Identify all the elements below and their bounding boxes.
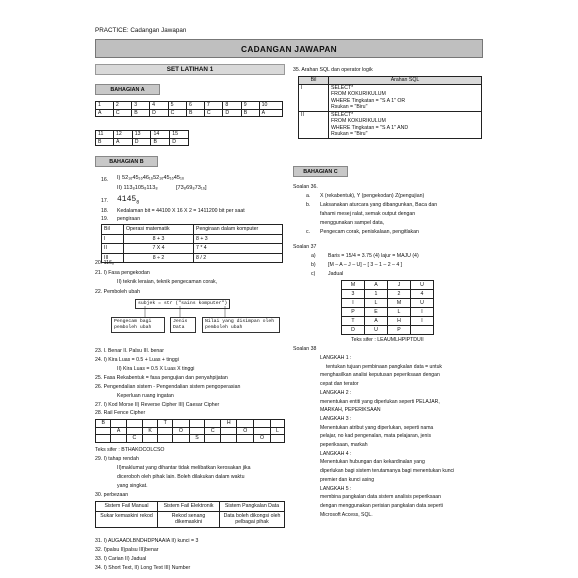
answer-cell: 7 <box>204 102 222 110</box>
answer-cell: 12 <box>114 131 133 139</box>
q38-step-text: dengan menggunakan perisian pangkalan data seperti <box>320 502 443 509</box>
q29-part-ii-line2: dicerobоh oleh pihak lain. Boleh dilakukan dalam waktu <box>117 474 245 480</box>
grid-cell: E <box>365 308 388 317</box>
answer-cell: 14 <box>151 131 170 139</box>
rail-cell: T <box>158 420 173 428</box>
rail-cell <box>96 427 111 435</box>
q22-box-nilai: Nilai yang disimpan oleh pemboleh ubah <box>202 317 280 333</box>
rail-cell <box>205 435 221 443</box>
grid-row <box>342 326 434 335</box>
q17-number: 17. <box>101 198 109 204</box>
bahagian-a-table-1 <box>95 101 283 117</box>
grid-cell: M <box>342 281 365 290</box>
bahagian-b-title: BAHAGIAN B <box>95 156 158 167</box>
q37-c-label: c) <box>311 271 316 277</box>
answer-cell: 4 <box>150 102 168 110</box>
grid-cell: H <box>388 317 411 326</box>
q36-b-line1: Laksanakan aturcara yang dibangunkan, Baca dan <box>320 202 438 208</box>
q22-box-pengecam: Pengecam bagi pemboleh ubah <box>111 317 165 333</box>
q23-answer: 23. I. Benar II. Palsu III. benar <box>95 348 164 354</box>
answer-cell: 11 <box>96 131 114 139</box>
answer-cell: 5 <box>168 102 186 110</box>
q38-step-text: menentukan entiti yang diperlukan seperti PELAJAR, <box>320 398 440 405</box>
q37-a: Baris = 15/4 = 3.75 (4) lajur = MAJU (4) <box>328 253 419 259</box>
q19-cell: 7 X 4 <box>124 244 194 254</box>
q16-part-i: I) 52₁₆45₁₆46₁₆52₁₆45₁₆45₁₆ <box>117 175 185 181</box>
grid-row <box>342 299 434 308</box>
q36-title: Soalan 36. <box>293 184 318 190</box>
rail-cell: B <box>96 420 111 428</box>
grid-cell: I <box>411 308 434 317</box>
rail-cell <box>126 427 142 435</box>
rail-cell: A <box>111 427 126 435</box>
answer-cell: 6 <box>187 102 205 110</box>
rail-cell <box>270 420 284 428</box>
q37-cipher-text: Teks sifer : LEAUMLHPIPTDUII <box>351 337 424 343</box>
grid-cell: U <box>411 281 434 290</box>
q37-b: [M – A – J – U] – [ 3 – 1 – 2 – 4 ] <box>328 262 403 268</box>
q16-part-iii: [73₈69₈73₁₆] <box>176 185 207 191</box>
answer-cell: A <box>96 109 114 117</box>
rail-cell: L <box>270 427 284 435</box>
q37-cipher-grid <box>341 280 434 335</box>
q28-title: 28. Rail Fence Cipher <box>95 410 146 416</box>
q19-header-pengiraan: Pengiraan dalam komputer <box>194 225 283 235</box>
answer-cell: C <box>168 109 186 117</box>
q17-base: 8 <box>136 199 140 206</box>
answer-cell: 9 <box>241 102 259 110</box>
rail-cell: C <box>126 435 142 443</box>
rail-cell: O <box>173 427 190 435</box>
q22-title: 22. Pemboleh ubah <box>95 289 140 295</box>
answer-cell: D <box>223 109 241 117</box>
bahagian-a-table-2 <box>95 130 189 146</box>
grid-cell: 4 <box>411 290 434 299</box>
q30-header: Sistem Fail Elektronik <box>158 502 220 512</box>
rail-cell <box>254 427 271 435</box>
q22-box-jenis-data: Jenis Data <box>170 317 196 333</box>
grid-row <box>342 317 434 326</box>
q33-answer: 33. I) Carian II) Jadual <box>95 556 147 562</box>
rail-cell <box>189 420 204 428</box>
q29-part-ii-line3: yang singkat. <box>117 483 148 489</box>
q35-sql-line: FROM KOKURIKULUM <box>331 91 386 97</box>
answer-cell: D <box>132 138 151 146</box>
q36-b-label: b. <box>306 202 311 208</box>
q35-header-bil: Bil <box>299 77 329 85</box>
q38-step-text: MARKAH, PEPERIKSAAN <box>320 407 381 414</box>
rail-cell: K <box>142 427 157 435</box>
rail-cell <box>158 435 173 443</box>
answer-cell: B <box>96 138 114 146</box>
answer-cell: B <box>241 109 259 117</box>
grid-row <box>342 290 434 299</box>
grid-cell: D <box>342 326 365 335</box>
q19-cell: 8 + 3 <box>124 234 194 244</box>
q32-answer: 32. I)palsu II)palsu III)benar <box>95 547 159 553</box>
q37-a-label: a) <box>311 253 316 259</box>
q18-answer: Kedalaman bit = 44100 X 16 X 2 = 1411200 bit per saat <box>117 208 245 214</box>
grid-cell: U <box>411 299 434 308</box>
rail-cell <box>158 427 173 435</box>
q25-answer: 25. Fasa Rekabentuk = fasa pengujian dan penyahpijatan <box>95 375 228 381</box>
q19-table <box>101 224 283 263</box>
rail-cell <box>126 420 142 428</box>
q19-number: 19. <box>101 216 109 222</box>
grid-cell: P <box>342 308 365 317</box>
q19-cell: II <box>102 244 124 254</box>
q16-part-ii: II) 113₈105₈113₈ <box>117 185 158 191</box>
bahagian-a-title: BAHAGIAN A <box>95 84 160 95</box>
q35-sql-1 <box>329 84 482 111</box>
q19-cell: 8 / 2 <box>194 253 283 263</box>
rail-cell <box>221 435 237 443</box>
q19-header-operasi: Operasi matematik <box>124 225 194 235</box>
grid-cell: L <box>388 308 411 317</box>
q35-sql-line: Rsukan = "Biru" <box>331 104 368 110</box>
answer-cell: B <box>132 109 150 117</box>
answer-cell: 8 <box>223 102 241 110</box>
rail-cell: H <box>221 420 237 428</box>
q38-step-text: pelajar, no kad pengenalan, mata pelajaran, jenis <box>320 433 432 440</box>
q30-cell: Data boleh dikongsi oleh pelbagai pihak <box>220 511 285 527</box>
q28-cipher-text: Teks sifer : BTHAKOCOLCSO <box>95 447 165 453</box>
answer-cell: 1 <box>96 102 114 110</box>
rail-cell <box>205 420 221 428</box>
grid-cell: I <box>411 317 434 326</box>
grid-cell: A <box>365 281 388 290</box>
q36-a-label: a. <box>306 193 311 199</box>
q22-code-box: subjek = str ("sains komputer") <box>135 299 230 309</box>
q35-bil: I <box>299 84 329 111</box>
page-header: PRACTICE: Cadangan Jawapan <box>95 27 187 34</box>
grid-cell: A <box>365 317 388 326</box>
answer-cell: 13 <box>132 131 151 139</box>
grid-cell: L <box>365 299 388 308</box>
answer-cell: A <box>259 109 282 117</box>
answer-cell: 15 <box>170 131 189 139</box>
q24-part-ii: II) Kira Luas = 0.5 X Luas X tinggi <box>117 366 195 372</box>
rail-cell <box>96 435 111 443</box>
q38-step-text: membina pangkalan data sistem analisis peperiksaan <box>320 494 441 501</box>
grid-cell: U <box>365 326 388 335</box>
q38-step-text: premier dan kunci asing <box>320 476 375 483</box>
rail-cell <box>111 435 126 443</box>
grid-cell: 2 <box>388 290 411 299</box>
q38-step-text: menghasilkan analisi keputusan peperiksaan dengan <box>320 372 440 379</box>
q36-c-label: c. <box>306 229 311 235</box>
q35-sql-table <box>298 76 482 139</box>
q35-header-arahan: Arahan SQL <box>329 77 482 85</box>
grid-cell: J <box>388 281 411 290</box>
q38-step-text: cepat dan terator <box>320 381 359 388</box>
answer-cell: C <box>113 109 131 117</box>
q36-b-line3: menggunakan sampel data, <box>320 220 385 226</box>
q19-header-bil: Bil <box>102 225 124 235</box>
q38-step-text: Menentukan atribut yang diperlukan, seperti nama <box>320 424 434 431</box>
rail-cell <box>237 420 254 428</box>
q26-line-1: 26. Pengendalian sistem - Pengendalian sistem pengoperasian <box>95 384 241 390</box>
rail-row <box>96 420 285 428</box>
q38-step-text: peperiksaan, markah <box>320 442 368 449</box>
q30-title: 30. perbezaan <box>95 492 129 498</box>
q37-c: Jadual <box>328 271 344 277</box>
rail-cell <box>173 420 190 428</box>
q26-line-2: Keperluan ruang ingatan <box>117 393 174 399</box>
rail-cell: O <box>237 427 254 435</box>
q31-answer: 31. I) AUGAADLBNDHDPNAAIA II) kunci = 3 <box>95 538 199 544</box>
rail-cell: O <box>254 435 271 443</box>
q19-cell: 8 ÷ 2 <box>124 253 194 263</box>
q38-step-heading: LANGKAH 3 : <box>320 415 352 422</box>
q35-sql-2 <box>329 111 482 138</box>
rail-cell <box>142 435 157 443</box>
grid-cell: M <box>388 299 411 308</box>
q16-number: 16. <box>101 177 109 183</box>
q30-header: Sistem Fail Manual <box>96 502 158 512</box>
q35-sql-line: WHERE Tingkatan = "S A 1" OR <box>331 97 406 104</box>
page-banner: CADANGAN JAWAPAN <box>95 39 483 58</box>
answer-cell: A <box>114 138 133 146</box>
rail-cell <box>142 420 157 428</box>
rail-row <box>96 427 285 435</box>
rail-row <box>96 435 285 443</box>
q38-step-text: diperlukan bagi sistem terutamanya bagi menentukan kunci <box>320 468 455 475</box>
q38-step-heading: LANGKAH 1 : <box>320 355 352 361</box>
rail-cell <box>221 427 237 435</box>
grid-cell: 1 <box>365 290 388 299</box>
q36-c: Pengecam corak, peniskalaan, pengitlakan <box>320 229 419 235</box>
q38-step-heading: LANGKAH 2 : <box>320 389 352 396</box>
rail-cell <box>173 435 190 443</box>
grid-row <box>342 308 434 317</box>
q21-part-i: 21. I) Fasa pengekodan <box>95 270 150 276</box>
q35-sql-line: Rsukan = "Biru" <box>331 131 368 137</box>
answer-cell: 2 <box>113 102 131 110</box>
q18-number: 18. <box>101 208 109 214</box>
grid-cell <box>411 326 434 335</box>
q28-rail-fence-table <box>95 419 285 443</box>
q38-steps <box>320 354 485 519</box>
rail-cell <box>111 420 126 428</box>
q38-step-heading: LANGKAH 5 : <box>320 485 352 492</box>
q38-step-text: Microsoft Access, SQL. <box>320 511 373 518</box>
q20-answer: 20. 116₈ <box>95 260 115 266</box>
q36-a: X (rekabentuk), Y (pengekodan) Z(pengujian) <box>320 193 425 199</box>
q35-sql-line: SELECT* <box>331 84 354 91</box>
q30-cell: Rekod senang dikemaskini <box>158 511 220 527</box>
answer-cell: 10 <box>259 102 282 110</box>
grid-cell: I <box>342 299 365 308</box>
answer-cell: B <box>187 109 205 117</box>
q37-b-label: b) <box>311 262 316 268</box>
q35-sql-line: WHERE Tingkatan = "S A 1" AND <box>331 124 409 131</box>
q35-sql-line: FROM KOKURIKULUM <box>331 118 386 124</box>
q30-header: Sistem Pangkalan Data <box>220 502 285 512</box>
q34-answer: 34. I) Short Text, II) Long Text III) Number <box>95 565 191 571</box>
grid-cell: T <box>342 317 365 326</box>
q35-bil: II <box>299 111 329 138</box>
rail-cell <box>270 435 284 443</box>
q37-title: Soalan 37 <box>293 244 317 250</box>
q17-value: $4145_8$ <box>117 195 140 206</box>
q24-part-i: 24. I) Kira Luas = 0.5 + Luas + tinggi <box>95 357 179 363</box>
q19-cell: 8 + 3 <box>194 234 283 244</box>
rail-cell <box>189 427 204 435</box>
q38-title: Soalan 38 <box>293 346 317 352</box>
rail-cell: S <box>189 435 204 443</box>
answer-cell: D <box>150 109 168 117</box>
q19-cell: I <box>102 234 124 244</box>
rail-cell <box>254 420 271 428</box>
q30-cell: Sukar kemaskini rekod <box>96 511 158 527</box>
q21-part-ii: II) teknik leraian, teknik pengecaman corak, <box>117 279 218 285</box>
q35-sql-line: SELECT* <box>331 111 354 118</box>
q36-b-line2: fahami mesej ralat, semak output dengan <box>320 211 416 217</box>
rail-cell: C <box>205 427 221 435</box>
answer-cell: B <box>151 138 170 146</box>
q30-table <box>95 501 285 528</box>
answer-cell: 3 <box>132 102 150 110</box>
q19-cell: III <box>102 253 124 263</box>
grid-row <box>342 281 434 290</box>
q19-label: pengiraan <box>117 216 141 222</box>
bahagian-c-title: BAHAGIAN C <box>293 166 348 177</box>
q35-title: 35. Arahan SQL dan operator logik <box>293 67 373 73</box>
q19-cell: 7 * 4 <box>194 244 283 254</box>
q38-step-heading: LANGKAH 4 : <box>320 450 352 457</box>
q38-step-text: Menentukan hubungan dan kekardinalan yang <box>320 459 425 466</box>
grid-cell: 3 <box>342 290 365 299</box>
q29-part-i: 29. I) tahap rendah <box>95 456 139 462</box>
q38-step-text: tentukan tujuan pembinaan pangkalan data = untuk <box>326 363 442 370</box>
answer-cell: C <box>204 109 222 117</box>
rail-cell <box>237 435 254 443</box>
set-title: SET LATIHAN 1 <box>95 64 285 75</box>
grid-cell: P <box>388 326 411 335</box>
q27-answer: 27. I) Kod Morse II) Reverse Cipher III) Caesar Cipher <box>95 402 220 408</box>
answer-cell: D <box>170 138 189 146</box>
q29-part-ii-line1: II)maklumat yang dihantar tidak melibatkan kerosakan jika <box>117 465 251 471</box>
